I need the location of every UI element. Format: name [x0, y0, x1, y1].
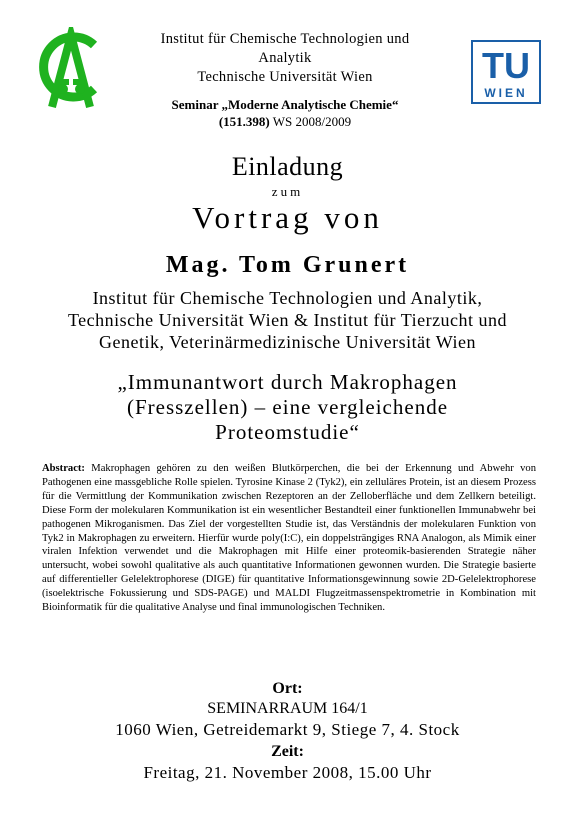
location-label: Ort:	[272, 680, 303, 697]
tu-wien-logo	[471, 40, 541, 104]
seminar-title: „Moderne Analytische Chemie“	[221, 97, 399, 112]
abstract-paragraph	[42, 462, 536, 615]
institute-line: Technische Universität Wien	[197, 69, 373, 85]
institute-line: Analytik	[258, 50, 312, 66]
affiliation-line: Genetik, Veterinärmedizinische Universität Wien	[99, 332, 476, 352]
institute-line: Institut für Chemische Technologien und	[160, 31, 410, 47]
course-number: (151.398)	[218, 114, 270, 129]
semester: WS 2008/2009	[269, 114, 352, 129]
affiliation-line: Institut für Chemische Technologien und Analytik,	[92, 288, 483, 308]
location-address: 1060 Wien, Getreidemarkt 9, Stiege 7, 4. Stock	[115, 720, 460, 739]
talk-title	[20, 370, 555, 445]
talk-title-line: (Fresszellen) – eine vergleichende	[126, 395, 449, 419]
talk-title-line: Proteomstudie“	[215, 420, 360, 444]
speaker-affiliation	[20, 287, 555, 353]
vortrag-heading: Vortrag von	[192, 200, 383, 235]
speaker-name: Mag. Tom Grunert	[165, 252, 410, 278]
abstract-text: Makrophagen gehören zu den weißen Blutkörperchen, die bei der Erkennung und Abwehr von Pathogenen eine massgebliche Rolle spielen. Tyrosine Kinase 2 (Tyk2), ein zelluläres Protein, ist an diesem Prozess für die Vermittlung der Kommunikation zwischen Rezeptoren an der Zelloberfläche und dem Zellkern beteiligt. Diese Form der molekularen Kommunikation ist ein wesentlicher Bestandteil einer funktionellen Immunabwehr bei pathogenen Mikroganismen. Das Ziel der vorgestellten Studie ist, das Verständnis der molekularen Funktion von Tyk2 in Makrophagen zu erweitern. Hierfür wurde poly(I:C), ein doppelsträngiges RNA Analogon, als Mimik einer viralen Infektion verwendet und die Makrophagen mit Hilfe einer proteomik-basierenden Strategie näher untersucht, wobei sowohl qualitative als auch quantitative Informationen gewonnen wurden. Die Strategie basierte auf differentieller Gelelektrophorese (DIGE) für quantitative Informationsgewinnung sowie 2D-Gelelektrophorese (isoelektrische Fokussierung und SDS-PAGE) und MALDI Flugzeitmassenspektrometrie in Kombination mit Bioinformatik für die qualitative Analyse und final immunologischen Techniken.	[42, 463, 536, 614]
svg-text:TU: TU	[482, 45, 530, 86]
location-room: SEMINARRAUM 164/1	[207, 700, 368, 717]
institute-logo	[36, 27, 106, 113]
svg-text:WIEN: WIEN	[484, 86, 528, 100]
einladung-heading: Einladung	[231, 152, 344, 181]
affiliation-line: Technische Universität Wien & Institut für Tierzucht und	[67, 310, 508, 330]
seminar-info	[110, 96, 460, 130]
institute-heading	[110, 30, 460, 87]
zum-text: zum	[271, 184, 304, 199]
event-datetime: Freitag, 21. November 2008, 15.00 Uhr	[143, 763, 432, 782]
time-label: Zeit:	[271, 743, 304, 760]
talk-title-line: „Immunantwort durch Makrophagen	[117, 370, 458, 394]
abstract-label: Abstract:	[42, 463, 85, 474]
seminar-prefix: Seminar	[171, 97, 222, 112]
